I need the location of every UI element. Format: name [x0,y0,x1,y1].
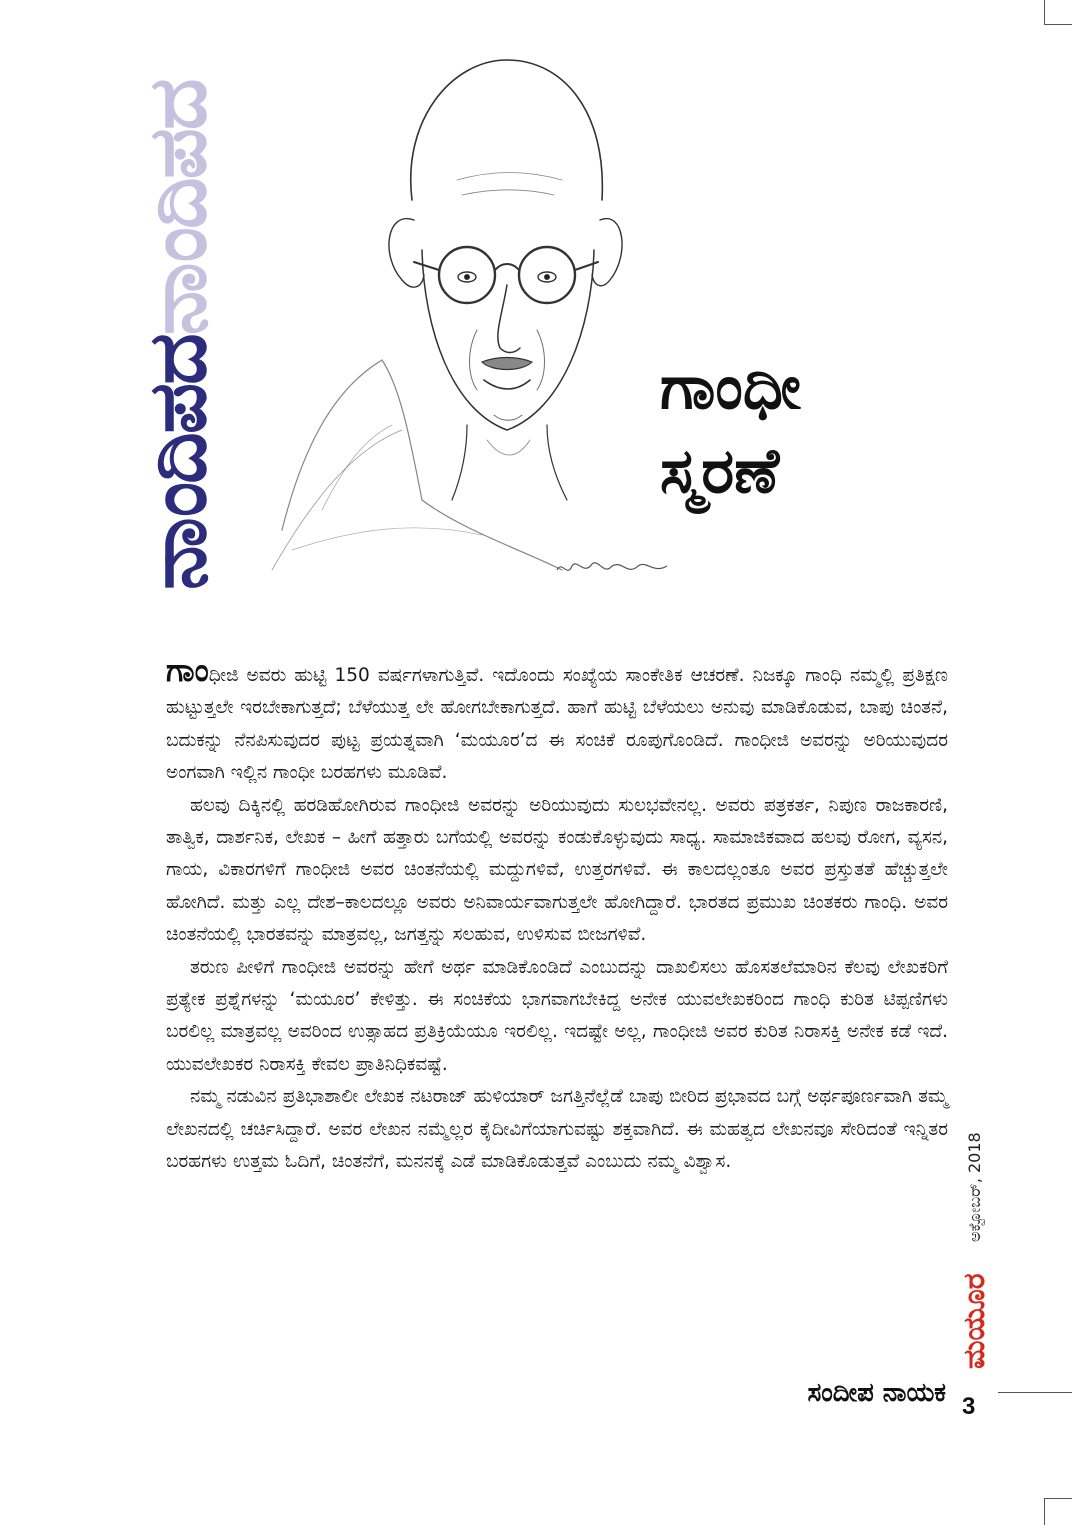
title-line-1: ಗಾಂಧೀ [660,350,801,423]
paragraph-2: ಹಲವು ದಿಕ್ಕಿನಲ್ಲಿ ಹರಡಿಹೋಗಿರುವ ಗಾಂಧೀಜಿ ಅವರನ್ನು ಅರಿಯುವುದು ಸುಲಭವೇನಲ್ಲ. ಅವರು ಪತ್ರಕರ್ತ, ನಿಪುಣ ರಾಜಕಾರಣಿ, ತಾತ್ವಿಕ, ದಾರ್ಶನಿಕ, ಲೇಖಕ – ಹೀಗೆ ಹತ್ತಾರು ಬಗೆಯಲ್ಲಿ ಅವರನ್ನು ಕಂಡುಕೊಳ್ಳುವುದು ಸಾಧ್ಯ. ಸಾಮಾಜಿಕವಾದ ಹಲವು ರೋಗ, ವ್ಯಸನ, ಗಾಯ, ವಿಕಾರಗಳಿಗೆ ಗಾಂಧೀಜಿ ಅವರ ಚಿಂತನೆಯಲ್ಲಿ ಮದ್ದುಗಳಿವೆ, ಉತ್ತರಗಳಿವೆ. ಈ ಕಾಲದಲ್ಲಂತೂ ಅವರ ಪ್ರಸ್ತುತತೆ ಹೆಚ್ಚುತ್ತಲೇ ಹೋಗಿದೆ. ಮತ್ತು ಎಲ್ಲ ದೇಶ–ಕಾಲದಲ್ಲೂ ಅವರು ಅನಿವಾರ್ಯವಾಗುತ್ತಲೇ ಹೋಗಿದ್ದಾರೆ. ಭಾರತದ ಪ್ರಮುಖ ಚಿಂತಕರು ಗಾಂಧಿ. ಅವರ ಚಿಂತನೆಯಲ್ಲಿ ಭಾರತವನ್ನು ಮಾತ್ರವಲ್ಲ, ಜಗತ್ತನ್ನು ಸಲಹುವ, ಉಳಿಸುವ ಬೀಜಗಳಿವೆ. [166,794,948,946]
crop-mark-top-vertical [1044,0,1045,24]
artist-signature [557,563,667,571]
section-masthead [128,55,228,615]
magazine-logo: ಮಯೂರ [957,1273,992,1369]
title-line-2: ಸ್ಮರಣೆ [660,434,780,507]
issue-date: ಅಕ್ಟೋಬರ್, 2018 [965,1132,984,1242]
paragraph-1 [166,651,948,790]
drop-cap: ಗಾಂ [166,651,209,689]
crop-mark-bottom-horizontal [1044,1498,1072,1499]
crop-mark-top-horizontal [1044,24,1072,25]
article-title [660,345,801,513]
footer-rule [998,1392,1072,1393]
page-number: 3 [962,1393,976,1420]
paragraph-1-text: ಧೀಜಿ ಅವರು ಹುಟ್ಟಿ 150 ವರ್ಷಗಳಾಗುತ್ತಿವೆ. ಇದೊಂದು ಸಂಖ್ಯೆಯ ಸಾಂಕೇತಿಕ ಆಚರಣೆ. ನಿಜಕ್ಕೂ ಗಾಂಧಿ ನಮ್ಮಲ್ಲಿ ಪ್ರತಿಕ್ಷಣ ಹುಟ್ಟುತ್ತಲೇ ಇರಬೇಕಾಗುತ್ತದೆ; ಬೆಳೆಯುತ್ತ ಲೇ ಹೋಗಬೇಕಾಗುತ್ತದೆ. ಹಾಗೆ ಹುಟ್ಟಿ ಬೆಳೆಯಲು ಅನುವು ಮಾಡಿಕೊಡುವ, ಬಾಪು ಚಿಂತನೆ, ಬದುಕನ್ನು ನೆನಪಿಸುವುದರ ಪುಟ್ಟ ಪ್ರಯತ್ನವಾಗಿ ‘ಮಯೂರ’ದ ಈ ಸಂಚಿಕೆ ರೂಪುಗೊಂಡಿದೆ. ಗಾಂಧೀಜಿ ಅವರನ್ನು ಅರಿಯುವುದರ ಅಂಗವಾಗಿ ಇಲ್ಲಿನ ಗಾಂಧೀ ಬರಹಗಳು ಮೂಡಿವೆ. [166,665,948,784]
crop-mark-bottom-vertical [1044,1498,1045,1525]
paragraph-4: ನಮ್ಮ ನಡುವಿನ ಪ್ರತಿಭಾಶಾಲೀ ಲೇಖಕ ನಟರಾಜ್ ಹುಳಿಯಾರ್ ಜಗತ್ತಿನೆಲ್ಲೆಡೆ ಬಾಪು ಬೀರಿದ ಪ್ರಭಾವದ ಬಗ್ಗೆ ಅರ್ಥಪೂರ್ಣವಾಗಿ ತಮ್ಮ ಲೇಖನದಲ್ಲಿ ಚರ್ಚಿಸಿದ್ದಾರೆ. ಅವರ ಲೇಖನ ನಮ್ಮೆಲ್ಲರ ಕೈದೀವಿಗೆಯಾಗುವಷ್ಟು ಶಕ್ತವಾಗಿದೆ. ಈ ಮಹತ್ವದ ಲೇಖನವೂ ಸೇರಿದಂತೆ ಇನ್ನಿತರ ಬರಹಗಳು ಉತ್ತಮ ಓದಿಗೆ, ಚಿಂತನೆಗೆ, ಮನನಕ್ಕೆ ಎಡೆ ಮಾಡಿಕೊಡುತ್ತವೆ ಎಂಬುದು ನಮ್ಮ ವಿಶ್ವಾಸ. [166,1086,948,1173]
masthead-light-text: ನಾಂದಿಪದ [131,80,224,335]
gandhi-portrait-sketch [262,30,692,610]
article-body [166,651,948,1179]
author-signature: ಸಂದೀಪ ನಾಯಕ [807,1378,946,1408]
masthead-dark-text: ನಾಂದಿಪದ [131,335,224,590]
paragraph-3: ತರುಣ ಪೀಳಿಗೆ ಗಾಂಧೀಜಿ ಅವರನ್ನು ಹೇಗೆ ಅರ್ಥ ಮಾಡಿಕೊಂಡಿದೆ ಎಂಬುದನ್ನು ದಾಖಲಿಸಲು ಹೊಸತಲೆಮಾರಿನ ಕೆಲವು ಲೇಖಕರಿಗೆ ಪ್ರತ್ಯೇಕ ಪ್ರಶ್ನೆಗಳನ್ನು ‘ಮಯೂರ’ ಕೇಳಿತ್ತು. ಈ ಸಂಚಿಕೆಯ ಭಾಗವಾಗಬೇಕಿದ್ದ ಅನೇಕ ಯುವಲೇಖಕರಿಂದ ಗಾಂಧಿ ಕುರಿತ ಟಿಪ್ಪಣಿಗಳು ಬರಲಿಲ್ಲ ಮಾತ್ರವಲ್ಲ ಅವರಿಂದ ಉತ್ಸಾಹದ ಪ್ರತಿಕ್ರಿಯೆಯೂ ಇರಲಿಲ್ಲ. ಇದಷ್ಟೇ ಅಲ್ಲ, ಗಾಂಧೀಜಿ ಅವರ ಕುರಿತ ನಿರಾಸಕ್ತಿ ಅನೇಕ ಕಡೆ ಇದೆ. ಯುವಲೇಖಕರ ನಿರಾಸಕ್ತಿ ಕೇವಲ ಪ್ರಾತಿನಿಧಿಕವಷ್ಟೆ. [166,956,948,1075]
